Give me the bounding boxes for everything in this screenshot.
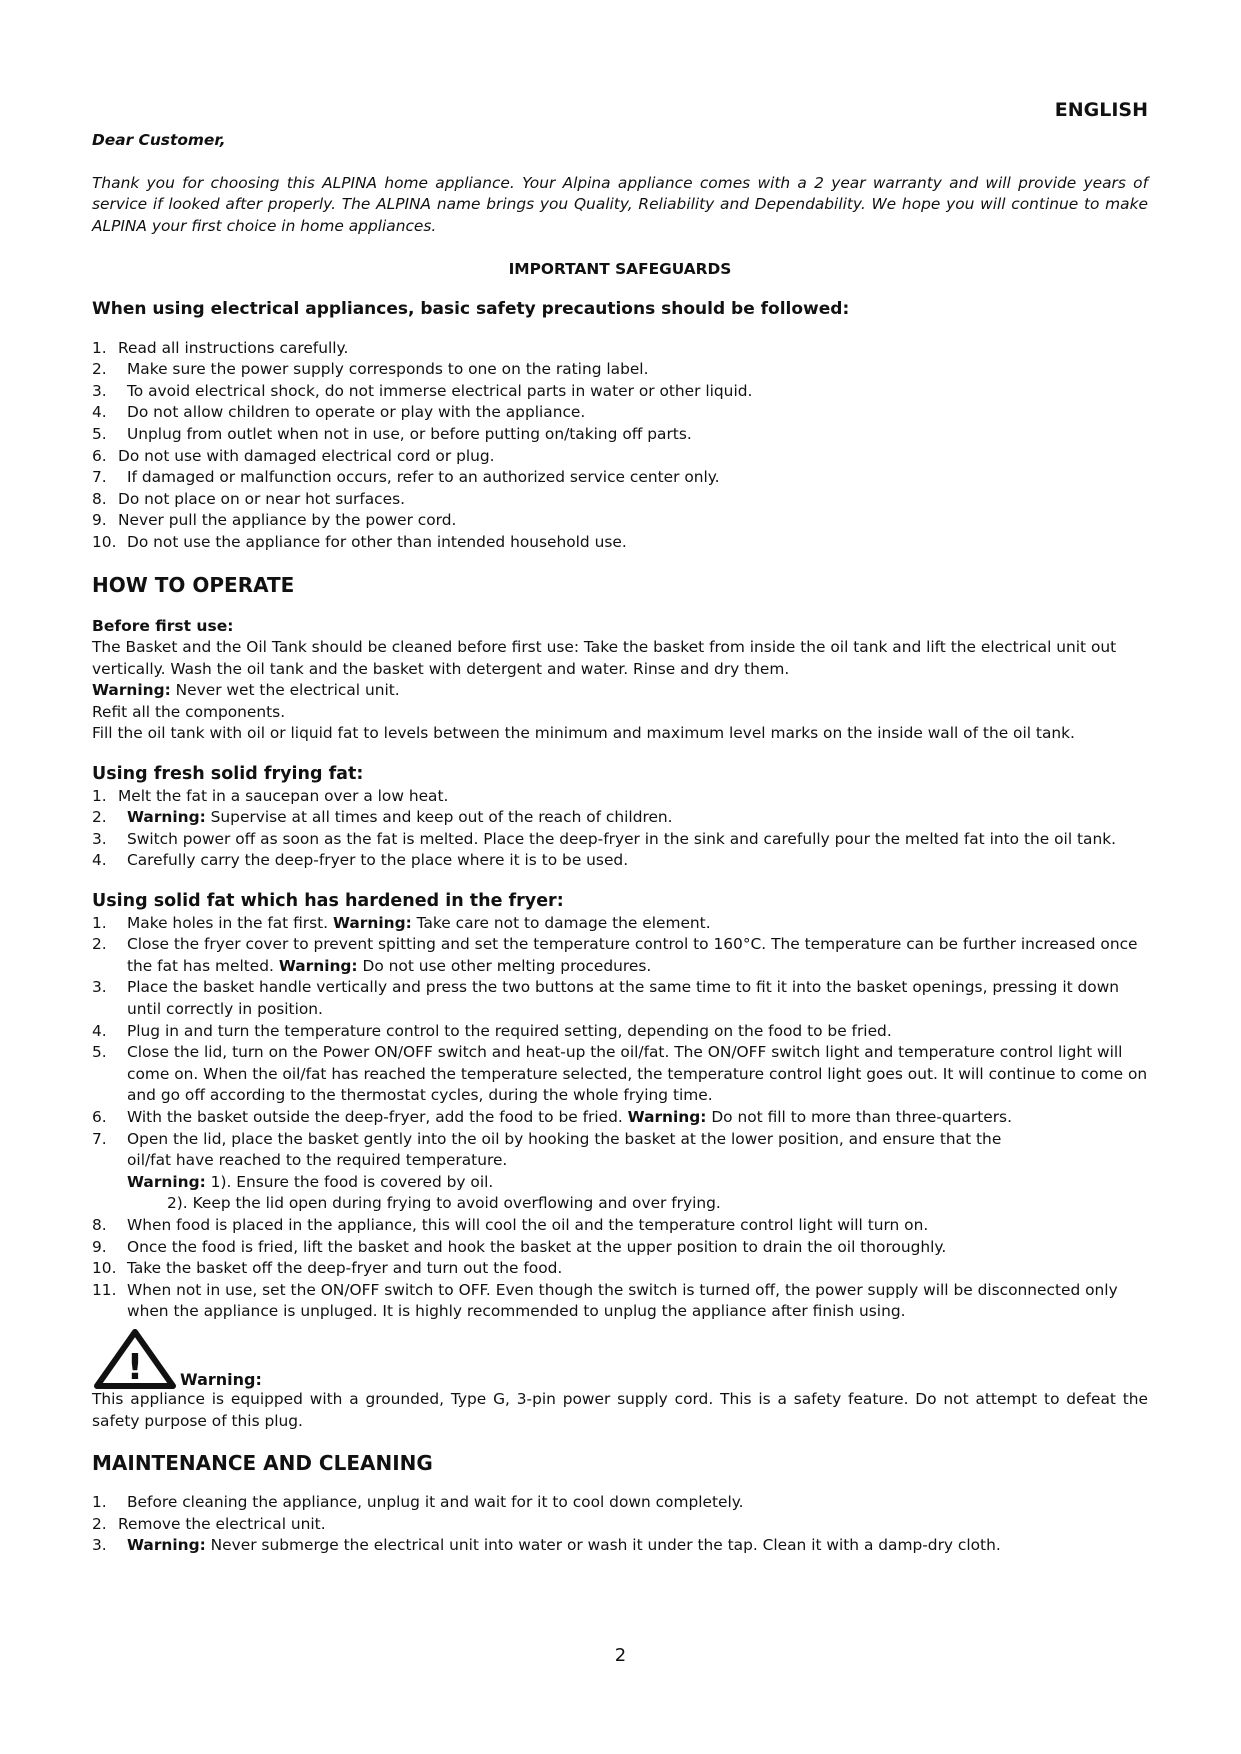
list-item: 2. Make sure the power supply corresponds to one on the rating label. [92,360,649,379]
warning-triangle-icon [94,1329,176,1389]
list-item: 2. Close the fryer cover to prevent spitting and set the temperature control to 160°C. The temperature can be further increased once the fat has melted. Warning: Do not use other melting procedures. [92,935,1138,975]
list-item: 4. Do not allow children to operate or play with the appliance. [92,403,586,422]
list-item: 1. Make holes in the fat first. Warning: Take care not to damage the element. [92,913,711,932]
list-item: 6. With the basket outside the deep-fryer, add the food to be fried. Warning: Do not fill to more than three-quarters. [92,1107,1012,1126]
list-item: 4. Carefully carry the deep-fryer to the place where it is to be used. [92,851,629,870]
svg-text:!: ! [126,1346,144,1388]
section-title-operate: HOW TO OPERATE [92,572,295,597]
list-item: 6. Do not use with damaged electrical cord or plug. [92,446,495,465]
page-content [92,100,1148,1557]
section-title-maintenance: MAINTENANCE AND CLEANING [92,1451,433,1476]
list-item: 3. Warning: Never submerge the electrical unit into water or wash it under the tap. Clean it with a damp-dry cloth. [92,1536,1001,1555]
intro-paragraph: Thank you for choosing this ALPINA home appliance. Your Alpina appliance comes with a 2 year warranty and will provide years of service if looked after properly. The ALPINA name brings you Quality, Reliability and Dependability. We hope you will continue to make ALPINA your first choice in home appliances. [92,173,1148,235]
list-item: 3. To avoid electrical shock, do not immerse electrical parts in water or other liquid. [92,381,753,400]
list-item: 8. When food is placed in the appliance, this will cool the oil and the temperature control light will turn on. [92,1215,929,1234]
list-item: 2. Remove the electrical unit. [92,1514,326,1533]
hardened-fat-title: Using solid fat which has hardened in the fryer: [92,891,564,912]
list-item: 10. Do not use the appliance for other than intended household use. [92,532,627,551]
list-item: 9. Never pull the appliance by the power cord. [92,511,457,530]
list-item: 1. Before cleaning the appliance, unplug it and wait for it to cool down completely. [92,1493,744,1512]
list-item: 3. Place the basket handle vertically and press the two buttons at the same time to fit it into the basket openings, pressing it down until correctly in position. [92,978,1120,1018]
greeting: Dear Customer, [92,131,226,149]
language-label: ENGLISH [1054,99,1148,121]
list-item: 4. Plug in and turn the temperature control to the required setting, depending on the food to be fried. [92,1021,892,1040]
list-item: 9. Once the food is fried, lift the basket and hook the basket at the upper position to drain the oil thoroughly. [92,1237,947,1256]
list-item: 7. If damaged or malfunction occurs, refer to an authorized service center only. [92,468,720,487]
fresh-fat-title: Using fresh solid frying fat: [92,764,364,785]
before-first-use-title: Before first use: [92,616,234,635]
list-item: 1. Read all instructions carefully. [92,338,349,357]
before-first-use-warning: Warning: Never wet the electrical unit. [92,681,400,700]
fresh-fat-list [92,786,1148,872]
maintenance-list [92,1492,1148,1557]
safeguards-title: IMPORTANT SAFEGUARDS [508,260,732,279]
precaution-subtitle: When using electrical appliances, basic safety precautions should be followed: [92,298,850,319]
hardened-fat-list [92,913,1148,1323]
list-item: 10. Take the basket off the deep-fryer and turn out the food. [92,1259,563,1278]
list-item: 2. Warning: Supervise at all times and keep out of the reach of children. [92,808,673,827]
list-item: 8. Do not place on or near hot surfaces. [92,489,406,508]
warning-text: This appliance is equipped with a grounded, Type G, 3-pin power supply cord. This is a safety feature. Do not attempt to defeat the safety purpose of this plug. [92,1389,1148,1430]
refit-text: Refit all the components. [92,702,286,721]
warning-label: Warning: [180,1369,262,1389]
list-item: 3. Switch power off as soon as the fat is melted. Place the deep-fryer in the sink and carefully pour the melted fat into the oil tank. [92,829,1117,848]
fill-text: Fill the oil tank with oil or liquid fat to levels between the minimum and maximum level marks on the inside wall of the oil tank. [92,724,1075,743]
list-item: 11. When not in use, set the ON/OFF switch to OFF. Even though the switch is turned off, the power supply will be disconnected only when the appliance is unpluged. It is highly recommended to unplug the appliance after finish using. [92,1280,1118,1321]
list-item: 1. Melt the fat in a saucepan over a low heat. [92,786,449,805]
warning-callout [92,1329,1148,1389]
safeguards-list [92,338,1148,554]
page-number: 2 [614,1645,627,1666]
list-item: 7. Open the lid, place the basket gently into the oil by hooking the basket at the lower position, and ensure that the oil/fat have reached to the required temperature. Warning: 1). Ensure the food is covered by oil. 2). Keep the lid open during frying to avoid overflowing and over frying. [92,1129,1002,1213]
list-item: 5. Close the lid, turn on the Power ON/OFF switch and heat-up the oil/fat. The ON/OFF switch light and temperature control light will come on. When the oil/fat has reached the temperature selected, the temperature control light goes out. It will continue to come on and go off according to the thermostat cycles, during the whole frying time. [92,1043,1148,1105]
before-first-use-text: The Basket and the Oil Tank should be cleaned before first use: Take the basket from inside the oil tank and lift the electrical unit out vertically. Wash the oil tank and the basket with detergent and water. Rinse and dry them. [92,638,1117,678]
list-item: 5. Unplug from outlet when not in use, or before putting on/taking off parts. [92,424,692,443]
